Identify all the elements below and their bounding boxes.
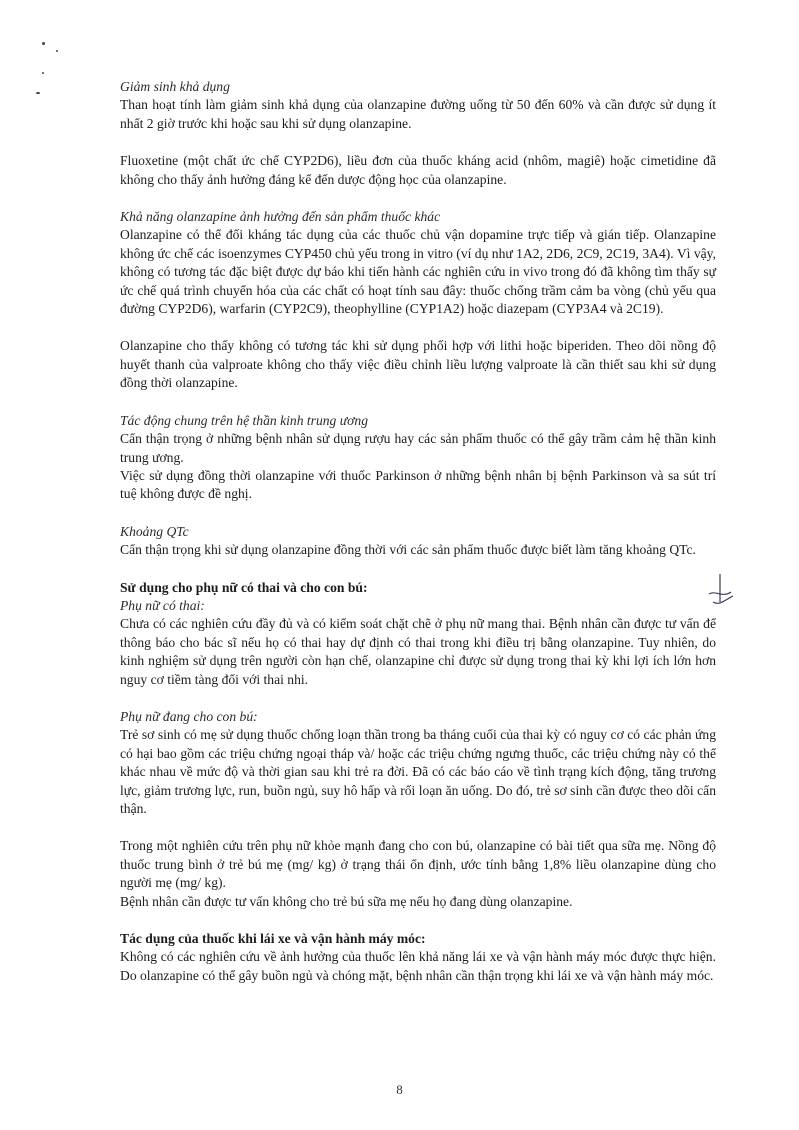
section-fluoxetine [120, 152, 716, 189]
section-heading: Khả năng olanzapine ảnh hưởng đến sản phẩm thuốc khác [120, 209, 441, 225]
paragraph: Trong một nghiên cứu trên phụ nữ khỏe mạnh đang cho con bú, olanzapine có bài tiết qua sữa mẹ. Nồng độ thuốc trung bình ở trẻ bú mẹ (mg/ kg) ở trạng thái ổn định, ước tính bằng 1,8% liều olanzapine dùng cho người mẹ (mg/ kg). [120, 838, 716, 891]
page-number: 8 [396, 1082, 403, 1097]
section-title: Sử dụng cho phụ nữ có thai và cho con bú: [120, 579, 368, 595]
paragraph: Cẩn thận trọng ở những bệnh nhân sử dụng rượu hay các sản phẩm thuốc có thể gây trầm cảm hệ thần kinh trung ương. [120, 431, 716, 465]
scan-speck [56, 50, 58, 52]
scan-speck [36, 92, 40, 94]
section-cns-effects [120, 412, 716, 504]
document-body [120, 78, 716, 1004]
section-bioavailability [120, 78, 716, 133]
section-driving [120, 930, 716, 985]
section-heading: Giảm sinh khả dụng [120, 79, 230, 94]
section-breast-milk-study [120, 837, 716, 911]
section-olanzapine-effects-on-other-drugs [120, 208, 716, 318]
scan-speck [42, 72, 44, 74]
paragraph: Việc sử dụng đồng thời olanzapine với thuốc Parkinson ở những bệnh nhân bị bệnh Parkinson và sa sút trí tuệ không được đề nghị. [120, 467, 716, 502]
paragraph: Không có các nghiên cứu về ảnh hưởng của thuốc lên khả năng lái xe và vận hành máy móc được thực hiện. Do olanzapine có thể gây buồn ngủ và chóng mặt, bệnh nhân cần thận trọng khi lái xe và vận hành máy móc. [120, 949, 716, 983]
scan-speck [42, 42, 45, 45]
section-heading: Phụ nữ đang cho con bú: [120, 708, 258, 724]
paragraph: Bệnh nhân cần được tư vấn không cho trẻ bú sữa mẹ nếu họ đang dùng olanzapine. [120, 893, 573, 909]
paragraph: Olanzapine có thể đối kháng tác dụng của các thuốc chủ vận dopamine trực tiếp và gián tiếp. Olanzapine không ức chế các isoenzymes CYP450 chủ yếu trong in vitro (ví dụ như 1A2, 2D6, 2C9, 2C19, 3A4). Vì vậy, không có tương tác đặc biệt được dự báo khi tiến hành các nghiên cứu in vivo trong đó đã không tìm thấy sự ức chế quá trình chuyển hóa của các chất có hoạt tính sau đây: thuốc chống trầm cảm ba vòng (chủ yếu qua đường CYP2D6), warfarin (CYP2C9), theophylline (CYP1A2) hoặc diazepam (CYP3A4 và 2C19). [120, 227, 716, 317]
section-pregnancy [120, 579, 716, 689]
section-title: Tác dụng của thuốc khi lái xe và vận hành máy móc: [120, 931, 426, 947]
section-qtc-interval [120, 523, 716, 560]
section-breastfeeding [120, 708, 716, 818]
paragraph: Than hoạt tính làm giảm sinh khả dụng của olanzapine đường uống từ 50 đến 60% và cần được sử dụng ít nhất 2 giờ trước khi hoặc sau khi sử dụng olanzapine. [120, 97, 716, 131]
paragraph: Chưa có các nghiên cứu đầy đủ và có kiểm soát chặt chẽ ở phụ nữ mang thai. Bệnh nhân cần được tư vấn để thông báo cho bác sĩ nếu họ có thai hay dự định có thai trong khi điều trị bằng olanzapine. Tuy nhiên, do kinh nghiệm sử dụng trên người còn hạn chế, olanzapine chỉ được sử dụng trong thai kỳ khi lợi ích lớn hơn nguy cơ tiềm tàng đối với thai nhi. [120, 616, 716, 687]
section-heading: Phụ nữ có thai: [120, 597, 205, 613]
paragraph: Fluoxetine (một chất ức chế CYP2D6), liều đơn của thuốc kháng acid (nhôm, magiê) hoặc cimetidine đã không cho thấy ảnh hưởng đáng kể đến dược động học của olanzapine. [120, 153, 716, 187]
section-heading: Khoảng QTc [120, 523, 189, 539]
signature-mark [703, 572, 737, 612]
section-heading: Tác động chung trên hệ thần kinh trung ương [120, 412, 369, 428]
section-lithium-valproate [120, 337, 716, 392]
paragraph: Trẻ sơ sinh có mẹ sử dụng thuốc chống loạn thần trong ba tháng cuối của thai kỳ có nguy cơ có các phản ứng có hại bao gồm các triệu chứng ngoại tháp và/ hoặc các triệu chứng ngưng thuốc, các triệu chứng này có thể khác nhau về mức độ và thời gian sau khi trẻ ra đời. Đã có các báo cáo về tình trạng kích động, tăng trương lực, giảm trương lực, run, buồn ngủ, suy hô hấp và rối loạn ăn uống. Do đó, trẻ sơ sinh cần được theo dõi cẩn thận. [120, 727, 716, 816]
paragraph: Olanzapine cho thấy không có tương tác khi sử dụng phối hợp với lithi hoặc biperiden. Theo dõi nồng độ huyết thanh của valproate không cho thấy việc điều chỉnh liều lượng valproate là cần thiết sau khi sử dụng đồng thời olanzapine. [120, 338, 716, 391]
paragraph: Cẩn thận trọng khi sử dụng olanzapine đồng thời với các sản phẩm thuốc được biết làm tăng khoảng QTc. [120, 542, 696, 558]
